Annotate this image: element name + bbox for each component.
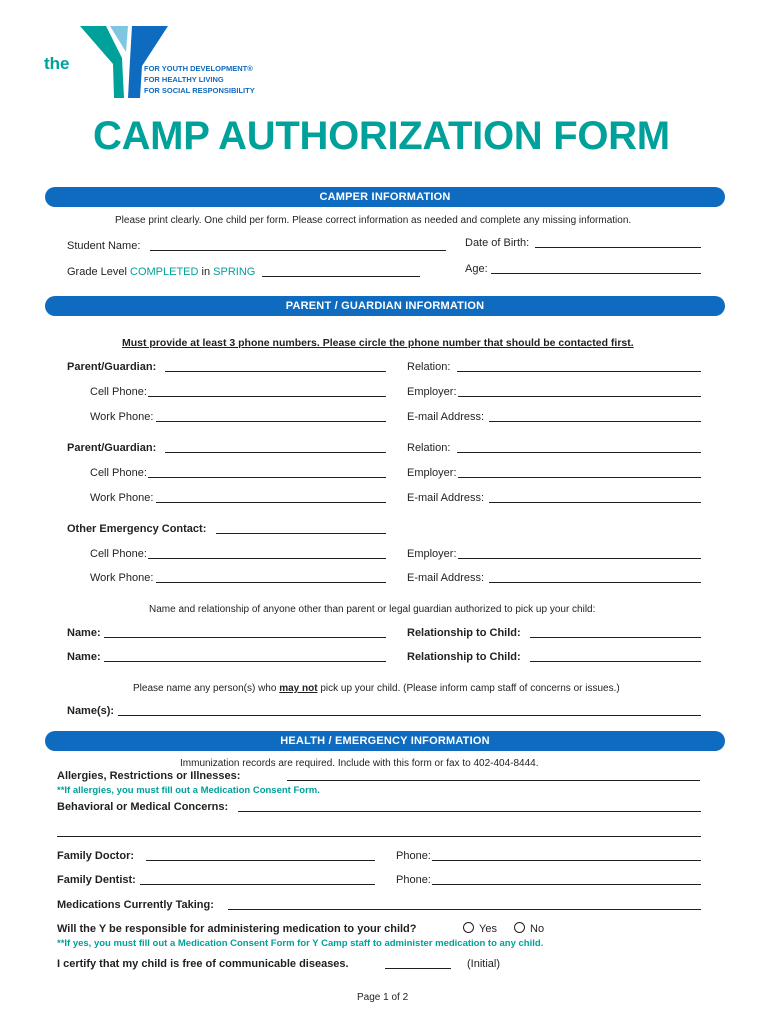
guardian1-employer-field[interactable]	[458, 396, 701, 397]
pickup1-name-label: Name:	[67, 627, 101, 639]
yes-radio[interactable]	[463, 922, 474, 933]
emergency-contact-label: Other Emergency Contact:	[67, 523, 207, 535]
certify-initial-field[interactable]	[385, 968, 451, 969]
parent-section-header: PARENT / GUARDIAN INFORMATION	[45, 296, 725, 316]
guardian2-label: Parent/Guardian:	[67, 442, 157, 454]
emergency-cell-field[interactable]	[148, 558, 386, 559]
emergency-employer-field[interactable]	[458, 558, 701, 559]
immunization-note: Immunization records are required. Include with this form or fax to 402-404-8444.	[180, 758, 539, 769]
page-number: Page 1 of 2	[357, 992, 409, 1003]
dentist-phone-label: Phone:	[396, 874, 431, 886]
guardian1-cell-label: Cell Phone:	[90, 386, 147, 398]
doctor-label: Family Doctor:	[57, 850, 135, 862]
dob-label: Date of Birth:	[465, 237, 530, 249]
guardian2-cell-label: Cell Phone:	[90, 467, 147, 479]
guardian1-work-label: Work Phone:	[90, 411, 154, 423]
guardian2-relation-label: Relation:	[407, 442, 451, 454]
guardian1-cell-field[interactable]	[148, 396, 386, 397]
medications-label: Medications Currently Taking:	[57, 899, 214, 911]
guardian1-email-field[interactable]	[489, 421, 701, 422]
pickup1-relationship-field[interactable]	[530, 637, 701, 638]
guardian1-work-field[interactable]	[156, 421, 386, 422]
pickup2-relationship-field[interactable]	[530, 661, 701, 662]
guardian1-email-label: E-mail Address:	[407, 411, 485, 423]
phone-notice: Must provide at least 3 phone numbers. Please circle the phone number that should be contacted first.	[122, 337, 634, 349]
pickup2-name-label: Name:	[67, 651, 101, 663]
logo-tagline-1: FOR YOUTH DEVELOPMENT®	[144, 64, 253, 73]
grade-field[interactable]	[262, 276, 420, 277]
grade-prefix: Grade Level	[67, 266, 127, 278]
guardian2-email-label: E-mail Address:	[407, 492, 485, 504]
guardian2-work-field[interactable]	[156, 502, 386, 503]
initial-label: (Initial)	[467, 958, 501, 970]
grade-in: in	[201, 266, 211, 278]
no-pickup-instruction	[133, 682, 620, 695]
no-label: No	[530, 923, 545, 935]
no-pickup-names-label: Name(s):	[67, 705, 115, 717]
allergies-field[interactable]	[287, 780, 700, 781]
pickup1-name-field[interactable]	[104, 637, 386, 638]
behavioral-field-2[interactable]	[57, 836, 701, 837]
pickup2-relationship-label: Relationship to Child:	[407, 651, 521, 663]
guardian1-relation-field[interactable]	[457, 371, 701, 372]
pickup-instruction: Name and relationship of anyone other than parent or legal guardian authorized to pick up your child:	[149, 604, 596, 615]
guardian1-employer-label: Employer:	[407, 386, 457, 398]
dentist-field[interactable]	[140, 884, 375, 885]
guardian2-relation-field[interactable]	[457, 452, 701, 453]
doctor-field[interactable]	[146, 860, 375, 861]
student-name-field[interactable]	[150, 250, 446, 251]
age-field[interactable]	[491, 273, 701, 274]
grade-label	[67, 266, 255, 279]
certify-label: I certify that my child is free of communicable diseases.	[57, 958, 349, 970]
medications-field[interactable]	[228, 909, 701, 910]
health-section-header: HEALTH / EMERGENCY INFORMATION	[45, 731, 725, 751]
grade-completed: COMPLETED	[130, 266, 199, 278]
no-radio[interactable]	[514, 922, 525, 933]
behavioral-field[interactable]	[238, 811, 701, 812]
behavioral-label: Behavioral or Medical Concerns:	[57, 801, 229, 813]
logo-the: the	[44, 54, 70, 73]
age-label: Age:	[465, 263, 488, 275]
guardian1-field[interactable]	[165, 371, 386, 372]
camper-instruction: Please print clearly. One child per form. Please correct information as needed and complete any missing information.	[115, 215, 632, 226]
dob-field[interactable]	[535, 247, 701, 248]
guardian1-label: Parent/Guardian:	[67, 361, 157, 373]
no-pickup-pre: Please name any person(s) who	[133, 683, 277, 694]
guardian1-relation-label: Relation:	[407, 361, 451, 373]
grade-spring: SPRING	[213, 266, 256, 278]
medication-question: Will the Y be responsible for administering medication to your child?	[57, 923, 417, 935]
no-pickup-names-field[interactable]	[118, 715, 701, 716]
emergency-work-label: Work Phone:	[90, 572, 154, 584]
student-name-label: Student Name:	[67, 240, 141, 252]
guardian2-employer-label: Employer:	[407, 467, 457, 479]
doctor-phone-field[interactable]	[432, 860, 701, 861]
allergies-label: Allergies, Restrictions or Illnesses:	[57, 770, 241, 782]
pickup1-relationship-label: Relationship to Child:	[407, 627, 521, 639]
emergency-email-label: E-mail Address:	[407, 572, 485, 584]
allergy-note: **If allergies, you must fill out a Medication Consent Form.	[57, 785, 320, 796]
no-pickup-emph: may not	[279, 683, 318, 694]
camper-section-header: CAMPER INFORMATION	[45, 187, 725, 207]
logo-tagline-3: FOR SOCIAL RESPONSIBILITY	[144, 86, 255, 95]
dentist-phone-field[interactable]	[432, 884, 701, 885]
logo-tagline-2: FOR HEALTHY LIVING	[144, 75, 224, 84]
medication-note: **If yes, you must fill out a Medication Consent Form for Y Camp staff to administer medication to any child.	[57, 938, 544, 949]
no-pickup-post: pick up your child. (Please inform camp staff of concerns or issues.)	[320, 683, 620, 694]
emergency-email-field[interactable]	[489, 582, 701, 583]
guardian2-employer-field[interactable]	[458, 477, 701, 478]
guardian2-email-field[interactable]	[489, 502, 701, 503]
emergency-cell-label: Cell Phone:	[90, 548, 147, 560]
yes-label: Yes	[479, 923, 497, 935]
dentist-label: Family Dentist:	[57, 874, 136, 886]
emergency-work-field[interactable]	[156, 582, 386, 583]
logo-ymca: YMCA	[95, 73, 110, 93]
guardian2-work-label: Work Phone:	[90, 492, 154, 504]
pickup2-name-field[interactable]	[104, 661, 386, 662]
emergency-contact-field[interactable]	[216, 533, 386, 534]
ymca-logo	[40, 20, 260, 100]
guardian2-field[interactable]	[165, 452, 386, 453]
doctor-phone-label: Phone:	[396, 850, 431, 862]
page-title: CAMP AUTHORIZATION FORM	[93, 114, 670, 158]
guardian2-cell-field[interactable]	[148, 477, 386, 478]
emergency-employer-label: Employer:	[407, 548, 457, 560]
